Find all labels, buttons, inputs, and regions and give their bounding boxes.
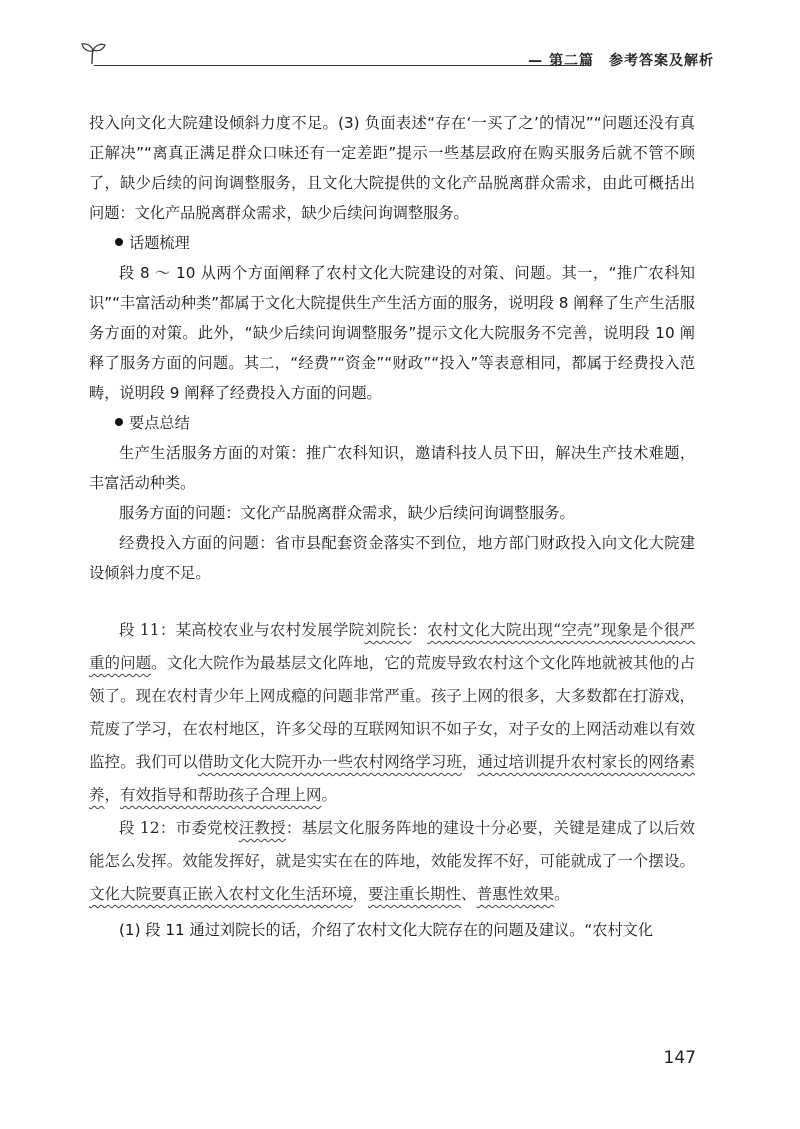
answer-paragraph: 段 8 ～ 10 从两个方面阐释了农村文化大院建设的对策、问题。其一，“推广农科知识”“丰富活动种类”都属于文化大院提供生产生活方面的服务，说明段 8 阐释了生产生活服务方面的对策。此外，“缺少后续问询调整服务”提示文化大院服务不完善，说明段 10 阐释了服务方面的问题。其二，“经费”“资金”“财政”“投入”等表意相同，都属于经费投入范畴，说明段 9 阐释了经费投入方面的问题。 bbox=[89, 264, 695, 402]
sprout-icon bbox=[80, 40, 106, 66]
header-rule bbox=[94, 65, 590, 66]
summary-point: 生产生活服务方面的对策：推广农科知识，邀请科技人员下田，解决生产技术难题，丰富活动种类。 bbox=[89, 444, 695, 492]
page-header bbox=[80, 38, 720, 78]
answer-paragraph: 投入向文化大院建设倾斜力度不足。(3) 负面表述“存在‘一买了之’的情况”“问题还没有真正解决”“离真正满足群众口味还有一定差距”提示一些基层政府在购买服务后就不管不顾了，缺少后续的问询调整服务，且文化大院提供的文化产品脱离群众需求，由此可概括出问题：文化产品脱离群众需求，缺少后续问询调整服务。 bbox=[89, 114, 695, 222]
running-title: — 第二篇 参考答案及解析 bbox=[528, 53, 714, 69]
bullet-icon bbox=[115, 238, 123, 246]
summary-point: 服务方面的问题：文化产品脱离群众需求，缺少后续问询调整服务。 bbox=[119, 504, 575, 522]
material-paragraph: 段 11：某高校农业与农村发展学院刘院长：农村文化大院出现“空壳”现象是个很严重的问题。文化大院作为最基层文化阵地，它的荒废导致农村这个文化阵地就被其他的占领了。现在农村青少年上网成瘾的问题非常严重。孩子上网的很多，大多数都在打游戏，荒废了学习，在农村地区，许多父母的互联网知识不如子女，对子女的上网活动难以有效监控。我们可以借助文化大院开办一些农村网络学习班，通过培训提升农村家长的网络素养，有效指导和帮助孩子合理上网。 bbox=[89, 621, 695, 804]
material-paragraph: 段 12：市委党校汪教授：基层文化服务阵地的建设十分必要，关键是建成了以后效能怎么发挥。效能发挥好，就是实实在在的阵地，效能发挥不好，可能就成了一个摆设。文化大院要真正嵌入农村文化生活环境，要注重长期性、普惠性效果。 bbox=[89, 819, 695, 903]
summary-point: 经费投入方面的问题：省市县配套资金落实不到位，地方部门财政投入向文化大院建设倾斜力度不足。 bbox=[89, 534, 695, 582]
answer-paragraph: (1) 段 11 通过刘院长的话，介绍了农村文化大院存在的问题及建议。“农村文化 bbox=[119, 921, 654, 939]
section-heading: 话题梳理 bbox=[115, 228, 695, 258]
bullet-icon bbox=[115, 418, 123, 426]
page-number: 147 bbox=[663, 1048, 696, 1068]
section-heading: 要点总结 bbox=[115, 408, 695, 438]
page-content bbox=[89, 108, 695, 945]
